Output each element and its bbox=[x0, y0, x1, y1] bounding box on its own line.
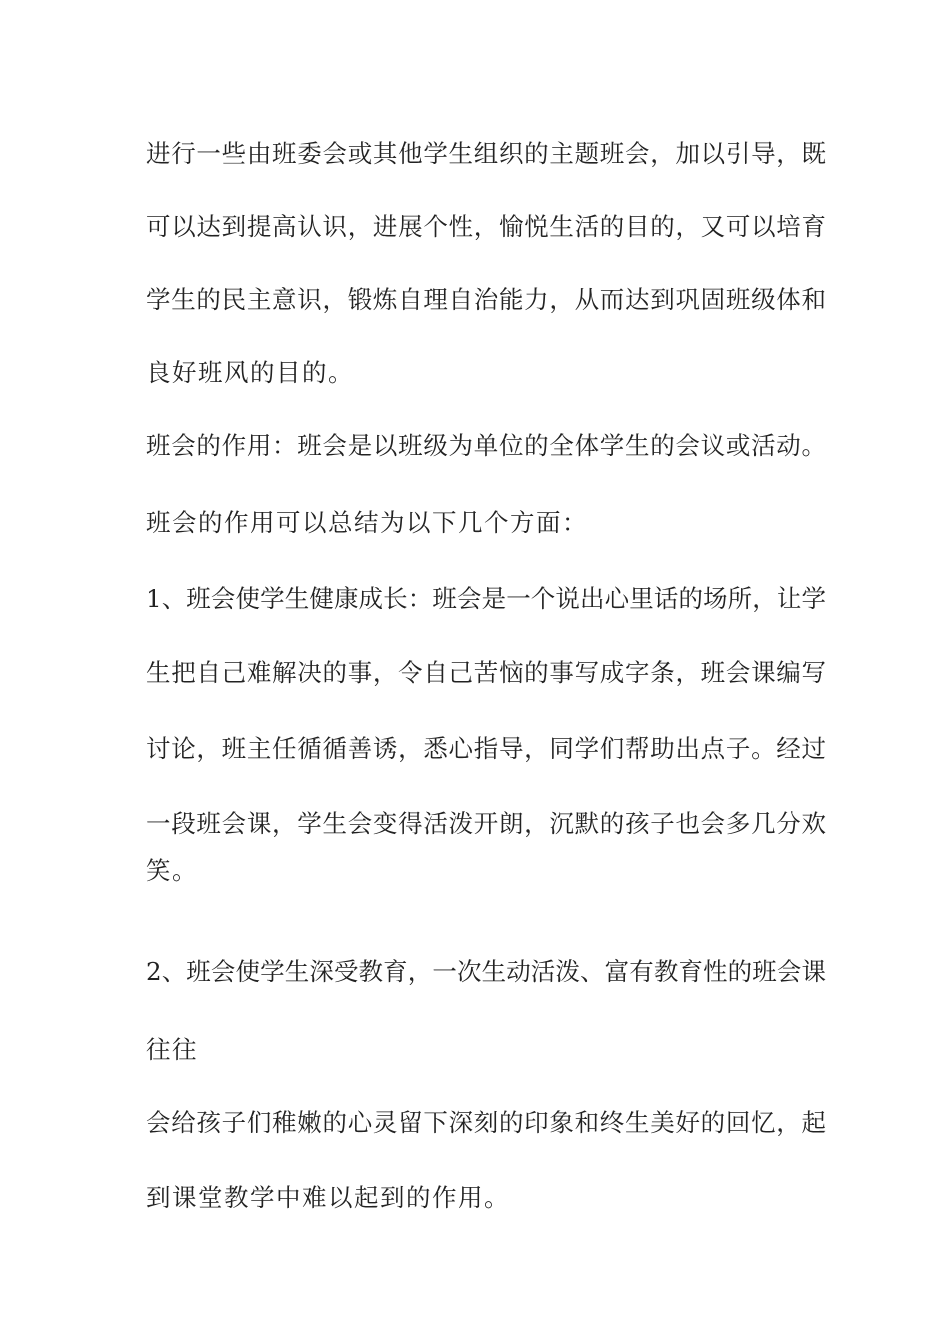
text-line-11: 笑。 bbox=[146, 856, 198, 885]
text-line-3: 学生的民主意识，锻炼自理自治能力，从而达到巩固班级体和 bbox=[146, 285, 826, 314]
text-line-7: 1、班会使学生健康成长：班会是一个说出心里话的场所，让学 bbox=[146, 584, 826, 613]
text-line-5: 班会的作用：班会是以班级为单位的全体学生的会议或活动。 bbox=[146, 431, 826, 460]
text-line-8: 生把自己难解决的事，令自己苦恼的事写成字条，班会课编写 bbox=[146, 658, 826, 687]
text-line-13: 往往 bbox=[146, 1035, 198, 1064]
text-line-4: 良好班风的目的。 bbox=[146, 358, 354, 387]
text-line-1: 进行一些由班委会或其他学生组织的主题班会，加以引导，既 bbox=[146, 139, 826, 168]
text-line-6: 班会的作用可以总结为以下几个方面： bbox=[146, 508, 588, 537]
text-line-9: 讨论，班主任循循善诱，悉心指导，同学们帮助出点子。经过 bbox=[146, 734, 826, 763]
text-line-2: 可以达到提高认识，进展个性，愉悦生活的目的，又可以培育 bbox=[146, 212, 826, 241]
text-line-10: 一段班会课，学生会变得活泼开朗，沉默的孩子也会多几分欢 bbox=[146, 809, 826, 838]
text-line-14: 会给孩子们稚嫩的心灵留下深刻的印象和终生美好的回忆，起 bbox=[146, 1108, 826, 1137]
text-line-12: 2、班会使学生深受教育，一次生动活泼、富有教育性的班会课 bbox=[146, 957, 826, 986]
text-line-15: 到课堂教学中难以起到的作用。 bbox=[146, 1183, 510, 1212]
